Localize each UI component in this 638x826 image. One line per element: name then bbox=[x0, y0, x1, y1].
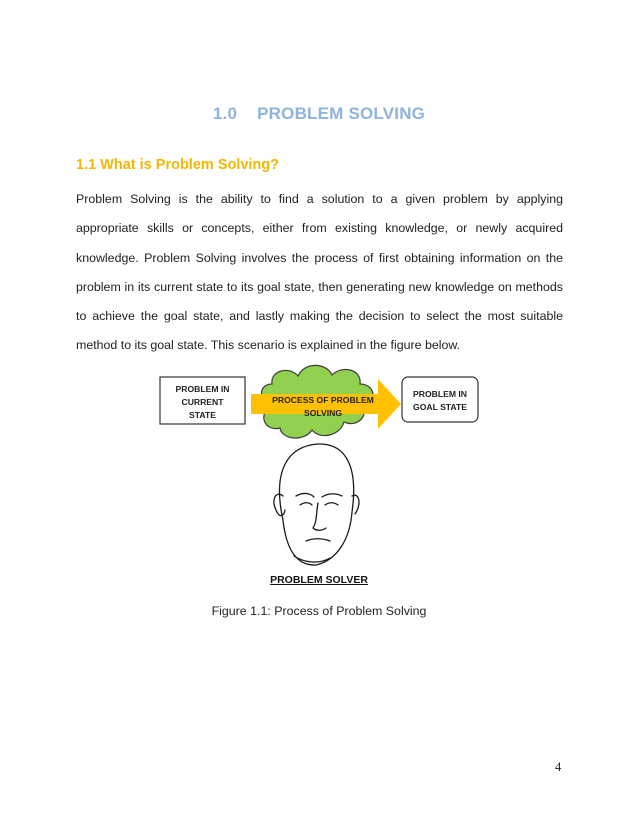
current-state-line: CURRENT bbox=[181, 397, 224, 407]
paragraph-line: to achieve the goal state, and lastly making the decision to select the most suitable bbox=[76, 309, 563, 323]
current-state-line: PROBLEM IN bbox=[175, 384, 230, 394]
process-label-line: PROCESS OF PROBLEM bbox=[272, 395, 374, 405]
goal-state-line: GOAL STATE bbox=[413, 402, 467, 412]
paragraph-line: appropriate skills or concepts, either from existing knowledge, or newly acquired bbox=[76, 221, 563, 235]
goal-state-box bbox=[402, 377, 478, 422]
chapter-title-text: PROBLEM SOLVING bbox=[257, 104, 426, 123]
paragraph-line: knowledge. Problem Solving involves the process of first obtaining information on the bbox=[76, 251, 563, 265]
process-label-line: SOLVING bbox=[303, 408, 343, 418]
paragraph-line: method to its goal state. This scenario is explained in the figure below. bbox=[76, 338, 461, 352]
chapter-number: 1.0 bbox=[212, 104, 238, 123]
problem-solver-label: PROBLEM SOLVER bbox=[270, 574, 368, 586]
paragraph-line: Problem Solving is the ability to find a solution to a given problem by applying bbox=[76, 192, 563, 206]
paragraph-line: problem in its current state to its goal state, then generating new knowledge on methods bbox=[76, 280, 563, 294]
figure-caption: Figure 1.1: Process of Problem Solving bbox=[211, 604, 427, 618]
page-number: 4 bbox=[555, 760, 562, 774]
current-state-line: STATE bbox=[189, 410, 216, 420]
section-heading: 1.1 What is Problem Solving? bbox=[76, 157, 280, 173]
goal-state-line: PROBLEM IN bbox=[413, 389, 467, 399]
problem-solver-head-icon bbox=[274, 444, 359, 565]
current-state-box bbox=[160, 377, 245, 424]
